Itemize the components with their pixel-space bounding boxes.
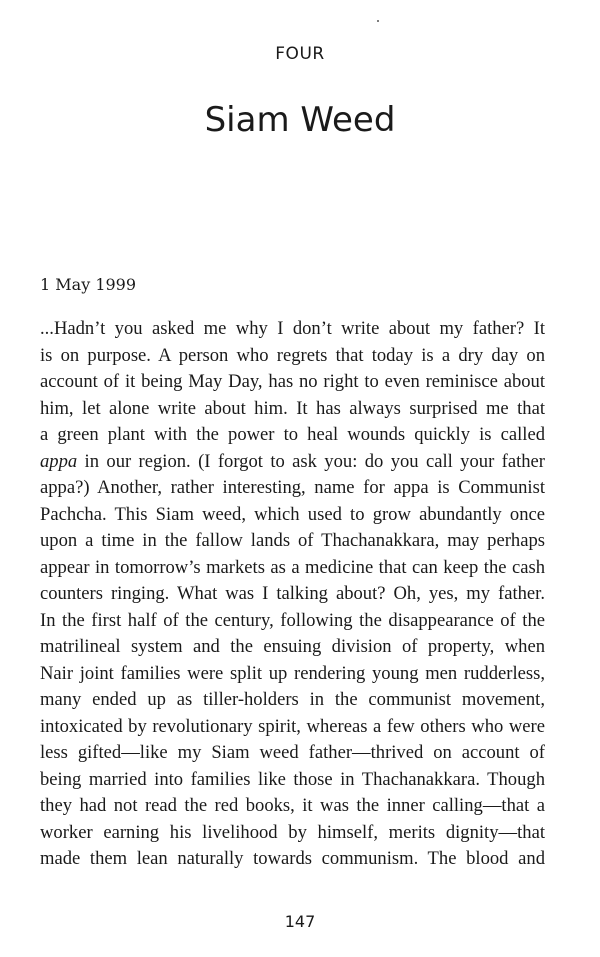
body-line: appear in tomorrow’s markets as a medicine that can keep the cash — [40, 556, 545, 578]
body-line: him, let alone write about him. It has always surprised me that — [40, 397, 545, 419]
body-line: account of it being May Day, has no right to even reminisce about — [40, 371, 545, 392]
body-line: appa?) Another, rather interesting, name for appa is Communist — [40, 477, 545, 498]
body-line: Pachcha. This Siam weed, which used to grow abundantly once — [40, 503, 545, 525]
body-line: less gifted—like my Siam weed father—thrived on account of — [40, 742, 545, 763]
body-line: many ended up as tiller-holders in the communist movement, — [40, 689, 545, 710]
chapter-label: FOUR — [275, 44, 325, 64]
page-speck — [377, 20, 379, 22]
body-text — [40, 316, 545, 873]
body-line: a green plant with the power to heal wounds quickly is called — [40, 424, 545, 445]
italic-term: appa — [40, 450, 78, 472]
body-line: upon a time in the fallow lands of Thachanakkara, may perhaps — [40, 530, 545, 551]
body-line: made them lean naturally towards communism. The blood and — [40, 848, 545, 869]
body-line: being married into families like those in Thachanakkara. Though — [40, 768, 545, 790]
body-line: Nair joint families were split up rendering young men rudderless, — [40, 662, 545, 684]
page-number: 147 — [284, 912, 316, 931]
body-line: In the first half of the century, following the disappearance of the — [40, 609, 545, 631]
chapter-title: Siam Weed — [204, 100, 396, 140]
body-line: counters ringing. What was I talking about? Oh, yes, my father. — [40, 583, 545, 604]
body-line: is on purpose. A person who regrets that today is a dry day on — [40, 344, 545, 366]
body-line: worker earning his livelihood by himself, merits dignity—that — [40, 821, 545, 843]
body-line: ...Hadn’t you asked me why I don’t write about my father? It — [40, 318, 545, 339]
entry-date: 1 May 1999 — [40, 275, 137, 294]
body-line: appa in our region. (I forgot to ask you: do you call your father — [40, 450, 545, 472]
body-line: they had not read the red books, it was the inner calling—that a — [40, 795, 545, 816]
body-line: intoxicated by revolutionary spirit, whereas a few others who were — [40, 715, 545, 737]
body-line: matrilineal system and the ensuing division of property, when — [40, 636, 545, 657]
